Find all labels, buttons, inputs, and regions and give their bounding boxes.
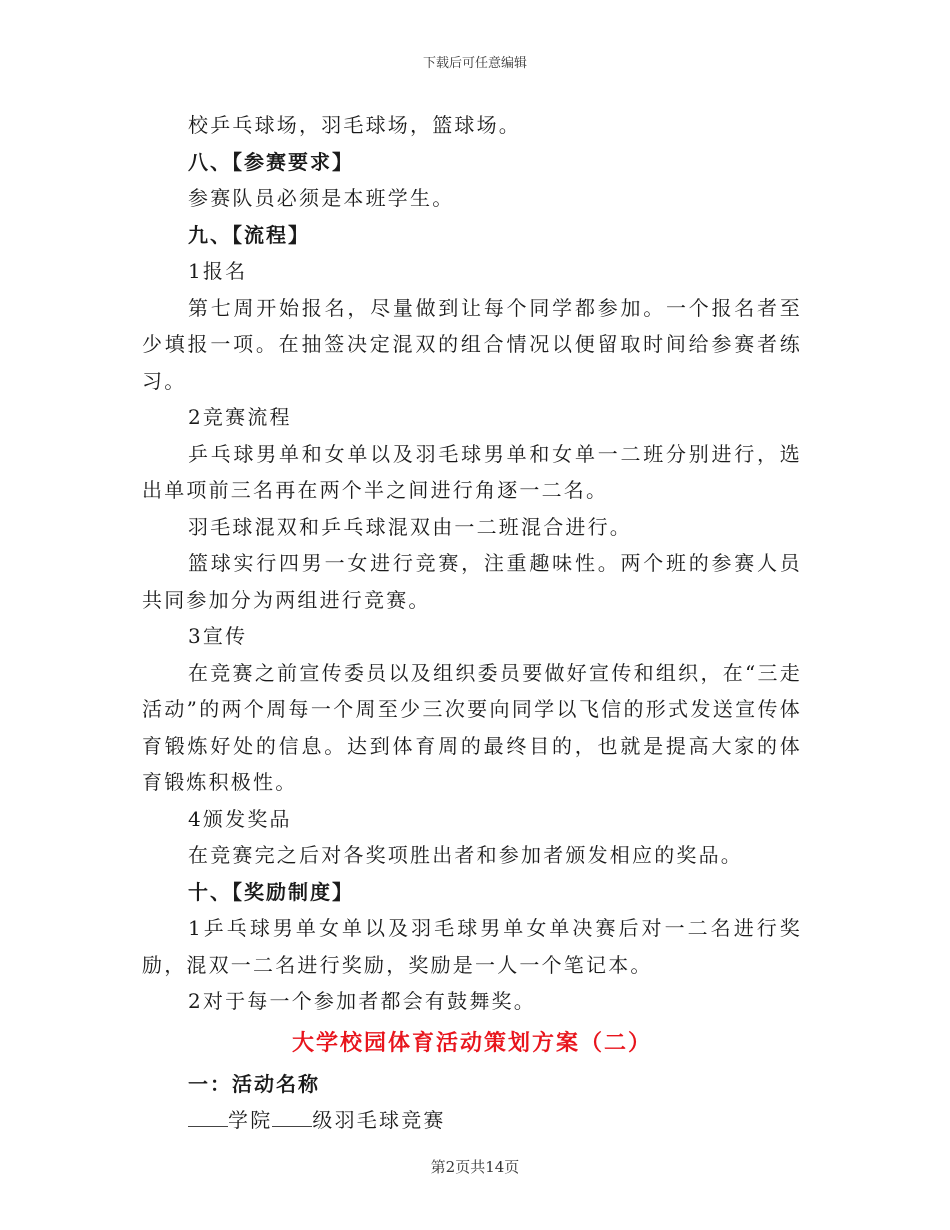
heading-section-8: 八、【参赛要求】 <box>188 149 354 174</box>
page-header: 下载后可任意编辑 <box>422 56 527 71</box>
paragraph-registration: 第七周开始报名，尽量做到让每个同学都参加。一个报名者至少填报一项。在抽签决定混双的组合情况以便留取时间给参赛者练习。 <box>142 295 802 393</box>
subheading-competition-flow: 2竞赛流程 <box>188 405 292 429</box>
paragraph-activity-name <box>142 1102 802 1139</box>
paragraph-mixed-doubles: 羽毛球混双和乒乓球混双由一二班混合进行。 <box>188 514 632 539</box>
paragraph-venue: 校乒乓球场，羽毛球场，篮球场。 <box>188 113 521 137</box>
paragraph-publicity: 在竞赛之前宣传委员以及组织委员要做好宣传和组织，在“三走活动”的两个周每一个周至少三次要向同学以飞信的形式发送宣传体育锻炼好处的信息。达到体育周的最终目的，也就是提高大家的体育锻炼积极性。 <box>142 660 802 794</box>
heading-section-10: 十、【奖励制度】 <box>188 879 354 904</box>
subheading-publicity: 3宣传 <box>188 624 248 648</box>
activity-grade-label: 级羽毛球竞赛 <box>312 1108 446 1132</box>
paragraph-requirements: 参赛队员必须是本班学生。 <box>188 186 455 210</box>
subheading-prizes: 4颁发奖品 <box>188 806 292 831</box>
heading-section-9: 九、【流程】 <box>188 222 310 247</box>
blank-line <box>272 1108 312 1127</box>
document-title: 大学校园体育活动策划方案（二） <box>291 1030 652 1056</box>
blank-line <box>188 1108 228 1127</box>
paragraph-prizes: 在竞赛完之后对各奖项胜出者和参加者颁发相应的奖品。 <box>188 843 743 867</box>
paragraph-singles: 乒乓球男单和女单以及羽毛球男单和女单一二班分别进行，选出单项前三名再在两个半之间进行角逐一二名。 <box>142 441 802 502</box>
page-footer: 第2页共14页 <box>430 1158 520 1176</box>
paragraph-basketball: 篮球实行四男一女进行竞赛，注重趣味性。两个班的参赛人员共同参加分为两组进行竞赛。 <box>142 551 802 612</box>
activity-college-label: 学院 <box>228 1108 273 1132</box>
paragraph-awards-2: 2对于每一个参加者都会有鼓舞奖。 <box>188 989 536 1013</box>
paragraph-awards-1: 1乒乓球男单女单以及羽毛球男单女单决赛后对一二名进行奖励，混双一二名进行奖励，奖励是一人一个笔记本。 <box>142 916 802 977</box>
subheading-registration: 1报名 <box>188 259 248 283</box>
heading-activity-name: 一：活动名称 <box>188 1071 320 1096</box>
document-body <box>142 107 802 1139</box>
